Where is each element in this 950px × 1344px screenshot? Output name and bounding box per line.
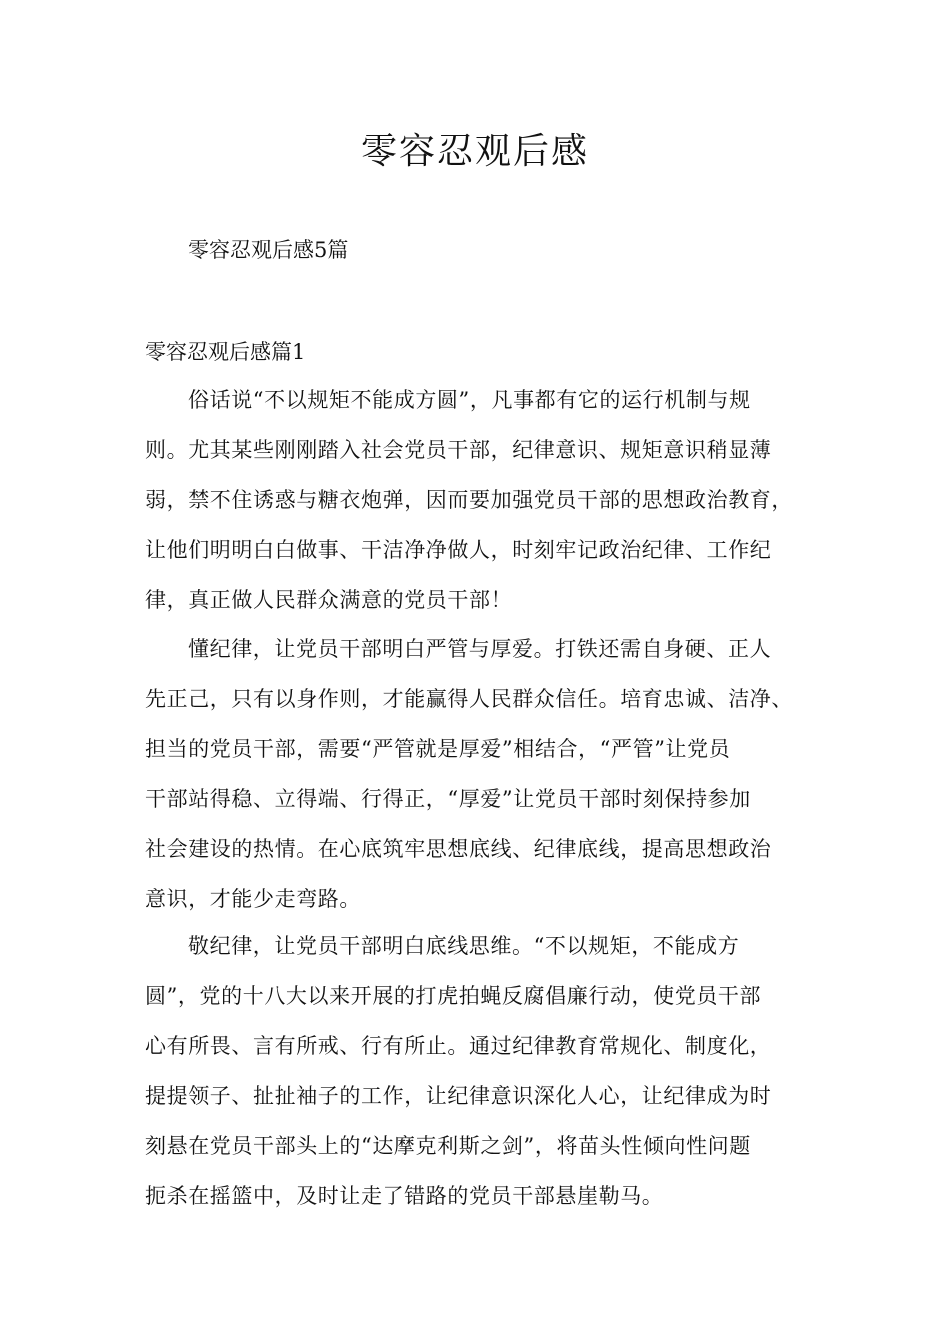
paragraph-line: 先正己，只有以身作则，才能赢得人民群众信任。培育忠诚、洁净、 xyxy=(145,687,793,711)
paragraph-line: 圆”，党的十八大以来开展的打虎拍蝇反腐倡廉行动，使党员干部 xyxy=(145,984,762,1008)
paragraph-line: 刻悬在党员干部头上的“达摩克利斯之剑”，将苗头性倾向性问题 xyxy=(145,1134,751,1158)
paragraph-line: 俗话说“不以规矩不能成方圆”，凡事都有它的运行机制与规 xyxy=(188,388,751,412)
document-title: 零容忍观后感 xyxy=(360,131,589,172)
paragraph-line: 担当的党员干部，需要“严管就是厚爱”相结合，“严管”让党员 xyxy=(145,737,731,761)
paragraph-line: 心有所畏、言有所戒、行有所止。通过纪律教育常规化、制度化， xyxy=(145,1034,772,1058)
paragraph-line: 让他们明明白白做事、干洁净净做人，时刻牢记政治纪律、工作纪 xyxy=(145,538,772,562)
paragraph-line: 律，真正做人民群众满意的党员干部！ xyxy=(145,588,513,612)
section-heading: 零容忍观后感篇1 xyxy=(145,340,306,364)
paragraph-line: 懂纪律，让党员干部明白严管与厚爱。打铁还需自身硬、正人 xyxy=(188,637,772,661)
paragraph-line: 干部站得稳、立得端、行得正，“厚爱”让党员干部时刻保持参加 xyxy=(145,787,751,811)
paragraph-line: 扼杀在摇篮中，及时让走了错路的党员干部悬崖勒马。 xyxy=(145,1184,664,1208)
paragraph-line: 社会建设的热情。在心底筑牢思想底线、纪律底线，提高思想政治 xyxy=(145,837,772,861)
paragraph-line: 提提领子、扯扯袖子的工作，让纪律意识深化人心，让纪律成为时 xyxy=(145,1084,772,1108)
document-subtitle: 零容忍观后感5篇 xyxy=(188,238,349,262)
paragraph-line: 弱，禁不住诱惑与糖衣炮弹，因而要加强党员干部的思想政治教育， xyxy=(145,488,793,512)
paragraph-line: 则。尤其某些刚刚踏入社会党员干部，纪律意识、规矩意识稍显薄 xyxy=(145,438,772,462)
paragraph-line: 意识，才能少走弯路。 xyxy=(145,887,361,911)
paragraph-line: 敬纪律，让党员干部明白底线思维。“不以规矩，不能成方 xyxy=(188,934,740,958)
